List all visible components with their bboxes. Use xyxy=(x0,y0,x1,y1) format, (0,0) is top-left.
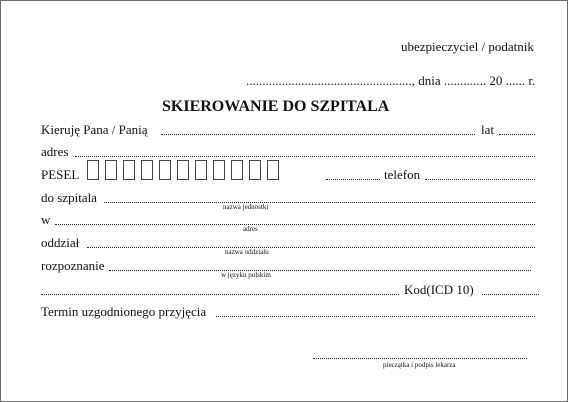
pesel-digit-box[interactable] xyxy=(123,160,135,180)
address-label: adres xyxy=(41,144,69,159)
age-label: lat xyxy=(481,122,494,137)
ward-name-hint: nazwa oddziału xyxy=(225,248,269,256)
signature-field[interactable] xyxy=(313,358,527,359)
signature-hint: pieczątka i podpis lekarza xyxy=(383,361,456,369)
pesel-digit-box[interactable] xyxy=(105,160,117,180)
form-title: SKIEROWANIE DO SZPITALA xyxy=(162,98,390,115)
pesel-label: PESEL xyxy=(41,167,80,182)
patient-name-label: Kieruję Pana / Panią xyxy=(41,122,148,137)
admission-date-label: Termin uzgodnionego przyjęcia xyxy=(41,304,207,319)
unit-name-hint: nazwa jednostki xyxy=(223,203,269,211)
ward-label: oddział xyxy=(41,235,80,250)
hospital-label: do szpitala xyxy=(41,190,97,205)
phone-label: telefon xyxy=(384,167,421,182)
location-field[interactable] xyxy=(55,224,535,225)
pesel-digit-box[interactable] xyxy=(141,160,153,180)
phone-field[interactable] xyxy=(425,179,535,180)
pesel-digit-box[interactable] xyxy=(231,160,243,180)
pesel-boxes[interactable] xyxy=(87,160,279,180)
pesel-digit-box[interactable] xyxy=(195,160,207,180)
pesel-digit-box[interactable] xyxy=(87,160,99,180)
ward-field[interactable] xyxy=(87,247,535,248)
icd-code-label: Kod(ICD 10) xyxy=(404,282,474,297)
diagnosis-field[interactable] xyxy=(109,270,531,271)
pesel-digit-box[interactable] xyxy=(177,160,189,180)
pesel-trailing-dots xyxy=(326,179,380,180)
address-hint: adres xyxy=(243,225,258,233)
age-field[interactable] xyxy=(499,134,535,135)
location-label: w xyxy=(41,212,51,227)
insurer-label: ubezpieczyciel / podatnik xyxy=(401,39,534,54)
hospital-field[interactable] xyxy=(104,202,535,203)
polish-language-hint: w języku polskim xyxy=(221,271,271,279)
pesel-digit-box[interactable] xyxy=(213,160,225,180)
icd-code-field[interactable] xyxy=(482,294,539,295)
patient-name-field[interactable] xyxy=(161,134,475,135)
pesel-digit-box[interactable] xyxy=(249,160,261,180)
diagnosis-continuation-field[interactable] xyxy=(41,294,399,295)
pesel-digit-box[interactable] xyxy=(267,160,279,180)
address-field[interactable] xyxy=(75,156,535,157)
admission-date-field[interactable] xyxy=(216,316,535,317)
pesel-digit-box[interactable] xyxy=(159,160,171,180)
diagnosis-label: rozpoznanie xyxy=(41,258,105,273)
place-date-line: ..................................................., dnia ............. 20 ...... r. xyxy=(246,73,536,88)
